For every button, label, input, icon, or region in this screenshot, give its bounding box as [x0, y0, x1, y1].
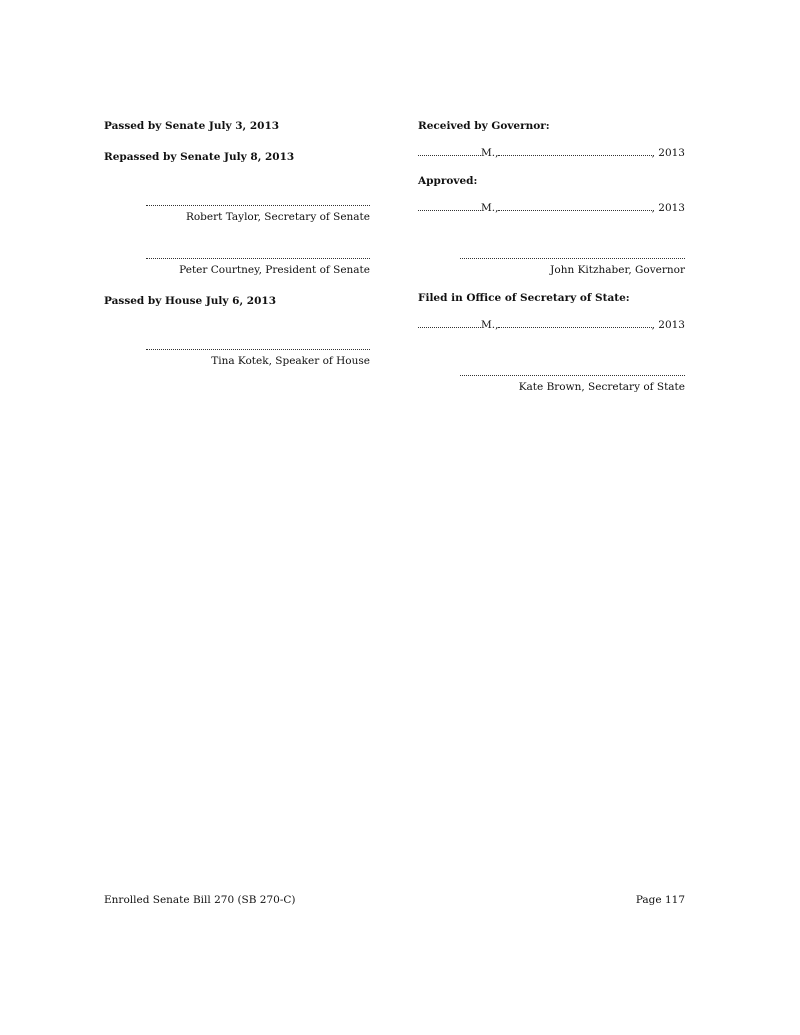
passed-by-senate-heading: Passed by Senate July 3, 2013 — [104, 120, 280, 132]
footer-bill-identifier: Enrolled Senate Bill 270 (SB 270-C) — [104, 894, 296, 906]
repassed-by-senate-heading: Repassed by Senate July 8, 2013 — [104, 151, 295, 163]
date-line-year-label: , 2013 — [651, 202, 685, 214]
filed-secretary-of-state-heading: Filed in Office of Secretary of State: — [418, 292, 630, 304]
signature-line-governor — [460, 258, 685, 259]
date-line-year-label: , 2013 — [651, 147, 685, 159]
date-line-dots-hour — [418, 327, 481, 328]
signature-name-president-senate: Peter Courtney, President of Senate — [179, 264, 370, 276]
footer-page-number: Page 117 — [635, 894, 685, 906]
signature-line-secretary-state — [460, 375, 685, 376]
signature-name-governor: John Kitzhaber, Governor — [550, 264, 685, 276]
signature-name-secretary-state: Kate Brown, Secretary of State — [518, 381, 685, 393]
date-line-dots-day — [498, 210, 651, 211]
signature-line-secretary-senate — [146, 205, 370, 206]
date-line-m-label: M., — [481, 202, 499, 214]
date-line-approved — [418, 200, 685, 214]
approved-heading: Approved: — [418, 175, 478, 187]
date-line-dots-day — [498, 327, 651, 328]
date-line-dots-hour — [418, 155, 481, 156]
date-line-dots-day — [498, 155, 651, 156]
date-line-filed — [418, 317, 685, 331]
date-line-dots-hour — [418, 210, 481, 211]
signature-name-secretary-senate: Robert Taylor, Secretary of Senate — [185, 211, 370, 223]
received-by-governor-heading: Received by Governor: — [418, 120, 550, 132]
date-line-received — [418, 145, 685, 159]
signature-line-president-senate — [146, 258, 370, 259]
date-line-year-label: , 2013 — [651, 319, 685, 331]
date-line-m-label: M., — [481, 319, 499, 331]
signature-line-speaker-house — [146, 349, 370, 350]
date-line-m-label: M., — [481, 147, 499, 159]
passed-by-house-heading: Passed by House July 6, 2013 — [104, 295, 277, 307]
signature-name-speaker-house: Tina Kotek, Speaker of House — [211, 355, 370, 367]
